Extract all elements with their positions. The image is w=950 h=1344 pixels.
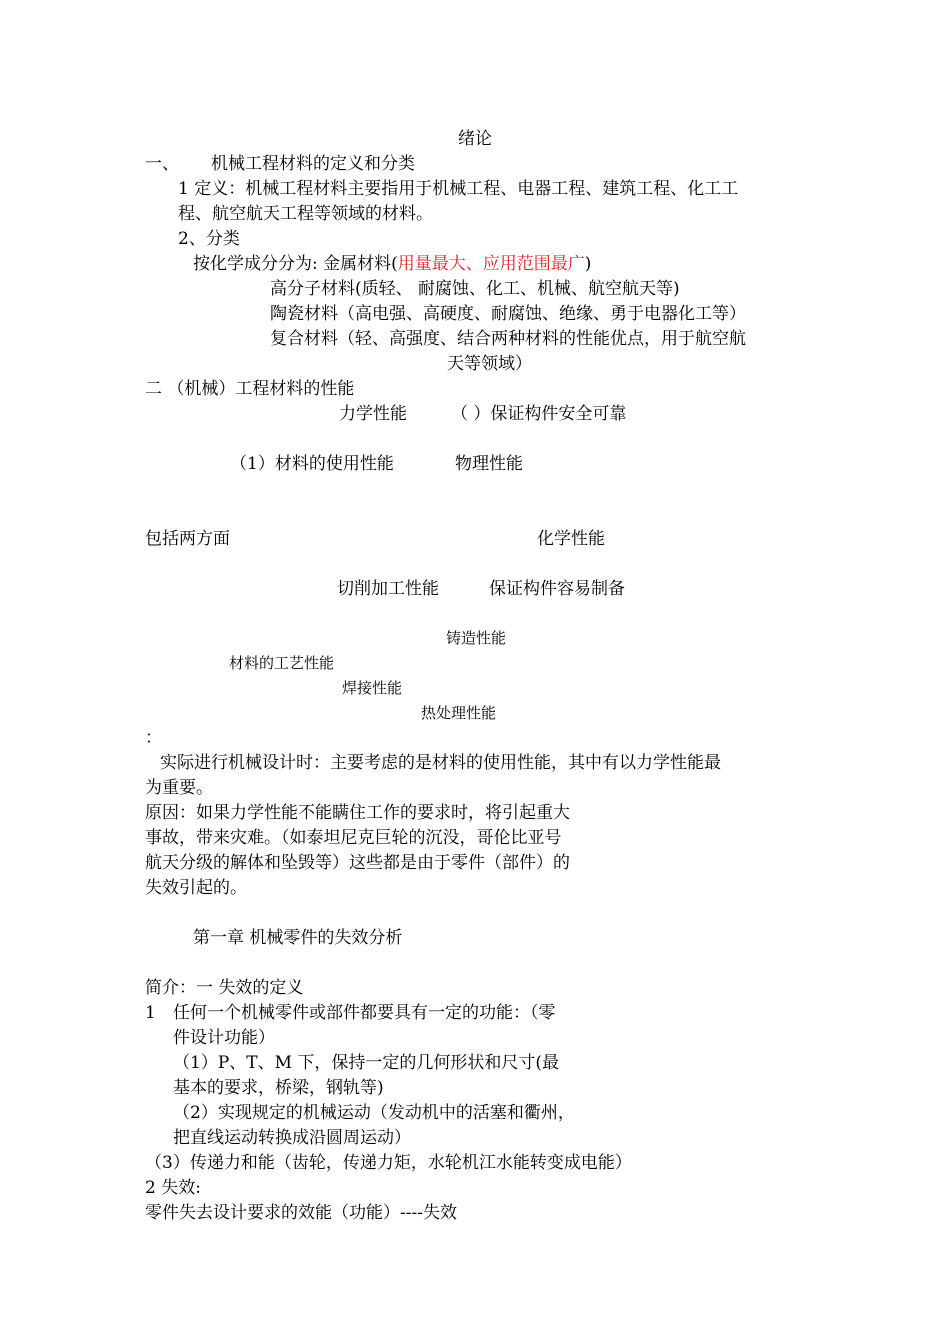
point-1-line-1: （1）P、T、M 下，保持一定的几何形状和尺寸(最 bbox=[173, 1053, 560, 1073]
service-performance: （1）材料的使用性能 bbox=[230, 454, 394, 474]
metal-highlight: 用量最大、应用范围最广 bbox=[397, 254, 585, 274]
physical-properties: 物理性能 bbox=[455, 454, 523, 474]
reason-line-4: 失效引起的。 bbox=[145, 878, 247, 898]
reason-line-2: 事故，带来灾难。（如泰坦尼克巨轮的沉没，哥伦比亚号 bbox=[145, 828, 562, 848]
item-1-number: 1 bbox=[145, 1003, 156, 1023]
doc-title: 绪论 bbox=[458, 129, 492, 149]
classification-label: 2、分类 bbox=[178, 229, 240, 249]
point-2-line-1: （2）实现规定的机械运动（发动机中的活塞和衢州， bbox=[173, 1103, 575, 1123]
point-3: （3）传递力和能（齿轮，传递力矩，水轮机江水能转变成电能） bbox=[145, 1153, 632, 1173]
point-2-line-2: 把直线运动转换成沿圆周运动） bbox=[173, 1128, 411, 1148]
point-1-line-2: 基本的要求，桥梁，钢轨等) bbox=[173, 1078, 384, 1098]
section-2-heading: 二 （机械）工程材料的性能 bbox=[145, 379, 355, 399]
casting-performance: 铸造性能 bbox=[446, 629, 507, 647]
item-1-line-2: 件设计功能） bbox=[173, 1028, 275, 1048]
process-performance: 材料的工艺性能 bbox=[229, 654, 335, 672]
definition-line-1: 1 定义：机械工程材料主要指用于机械工程、电器工程、建筑工程、化工工 bbox=[178, 179, 739, 199]
metal-material-line bbox=[193, 252, 591, 276]
chapter-1-title: 第一章 机械零件的失效分析 bbox=[193, 928, 403, 948]
mechanical-properties-note: （ ）保证构件安全可靠 bbox=[451, 404, 627, 424]
composite-material-line-1: 复合材料（轻、高强度、结合两种材料的性能优点，用于航空航 bbox=[270, 329, 746, 349]
section-1-number: 一、 bbox=[145, 154, 179, 174]
machinability: 切削加工性能 bbox=[337, 579, 439, 599]
colon-mark: ： bbox=[145, 728, 162, 748]
chapter-intro: 简介：一 失效的定义 bbox=[145, 978, 304, 998]
item-1-line-1: 任何一个机械零件或部件都要具有一定的功能：（零 bbox=[173, 1003, 556, 1023]
design-note-line-1: 实际进行机械设计时：主要考虑的是材料的使用性能，其中有以力学性能最 bbox=[160, 753, 721, 773]
reason-line-1: 原因：如果力学性能不能瞒住工作的要求时，将引起重大 bbox=[145, 803, 570, 823]
definition-line-2: 程、航空航天工程等领域的材料。 bbox=[178, 204, 433, 224]
composite-material-line-2: 天等领域） bbox=[447, 354, 532, 374]
section-1-heading: 机械工程材料的定义和分类 bbox=[211, 154, 415, 174]
metal-suffix: ) bbox=[584, 254, 592, 274]
failure-label: 2 失效: bbox=[145, 1178, 201, 1198]
two-aspects-label: 包括两方面 bbox=[145, 529, 230, 549]
heat-treatment-performance: 热处理性能 bbox=[421, 704, 497, 722]
mechanical-properties: 力学性能 bbox=[339, 404, 407, 424]
design-note-line-2: 为重要。 bbox=[145, 778, 213, 798]
metal-prefix: 按化学成分分为: 金属材料( bbox=[193, 254, 398, 274]
welding-performance: 焊接性能 bbox=[342, 679, 403, 697]
failure-definition: 零件失去设计要求的效能（功能）----失效 bbox=[145, 1203, 457, 1223]
polymer-material-line: 高分子材料(质轻、 耐腐蚀、化工、机械、航空航天等) bbox=[270, 279, 680, 299]
chemical-properties: 化学性能 bbox=[537, 529, 605, 549]
machinability-note: 保证构件容易制备 bbox=[489, 579, 625, 599]
reason-line-3: 航天分级的解体和坠毁等）这些都是由于零件（部件）的 bbox=[145, 853, 570, 873]
ceramic-material-line: 陶瓷材料（高电强、高硬度、耐腐蚀、绝缘、勇于电器化工等） bbox=[270, 304, 746, 324]
